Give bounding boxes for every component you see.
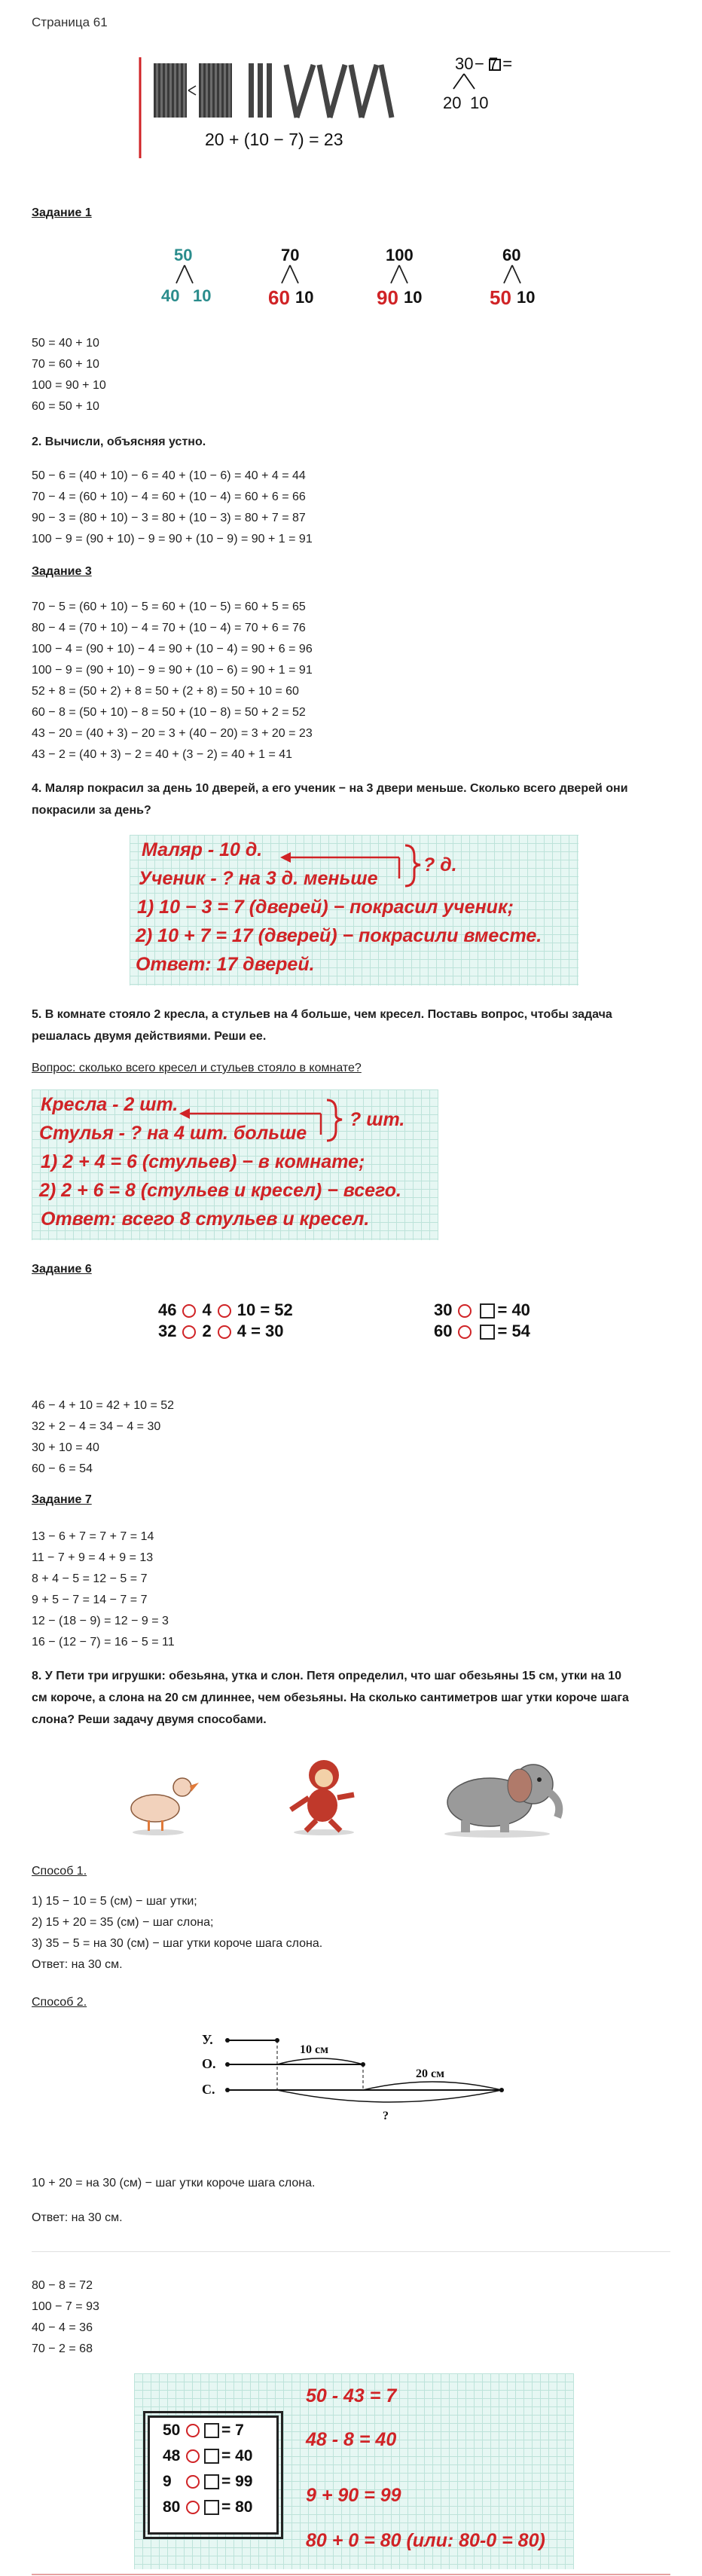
method2-line: 10 + 20 = на 30 (см) − шаг утки короче шага слона.	[32, 2177, 316, 2189]
task5-text: 5. В комнате стояло 2 кресла, а стульев на 4 больше, чем кресел. Поставь вопрос, чтобы задача решалась двумя действиями. Реши ее.	[32, 1008, 612, 1043]
answer-line: 60 = 50 + 10	[32, 400, 99, 413]
decomp-right: 10	[193, 286, 212, 305]
method1-lines	[32, 1891, 322, 1976]
answer-line: 100 = 90 + 10	[32, 379, 106, 392]
square-blank	[204, 2423, 219, 2438]
task9-box-row	[163, 2473, 252, 2491]
decomp-left: 40	[161, 286, 180, 305]
answer-line: 13 − 6 + 7 = 7 + 7 = 14	[32, 1530, 154, 1543]
task7-answers	[32, 1526, 175, 1653]
task9-box-row	[163, 2498, 252, 2516]
hw-line: Кресла - 2 шт.	[41, 1094, 179, 1115]
num: 48	[163, 2447, 181, 2464]
num: = 99	[221, 2473, 253, 2490]
answer-line: 2) 15 + 20 = 35 (см) − шаг слона;	[32, 1916, 214, 1929]
top-eq-2: 20 + (10 − 7) = 23	[205, 130, 343, 149]
hw-line: Ответ: 17 дверей.	[136, 954, 315, 975]
answer-line: 80 − 4 = (70 + 10) − 4 = 70 + (10 − 4) = 70 + 6 = 76	[32, 622, 306, 634]
task3-title: Задание 3	[32, 565, 92, 578]
num: 60	[434, 1322, 453, 1340]
top-eq-op: − 7 =	[475, 54, 513, 73]
num: 2	[202, 1322, 212, 1340]
brace-arrow-mark	[178, 1095, 343, 1144]
task9-box-row	[163, 2447, 252, 2465]
answer-line: 50 − 6 = (40 + 10) − 6 = 40 + (10 − 6) = 40 + 4 = 44	[32, 469, 306, 482]
hw-line: 9 + 90 = 99	[306, 2485, 401, 2506]
task6-answers	[32, 1395, 174, 1480]
segment-diagram	[188, 2027, 520, 2125]
decomp-right: 10	[517, 288, 536, 307]
square-blank	[204, 2474, 219, 2489]
top-split-10: 10	[470, 93, 489, 112]
hw-line: Стулья - ? на 4 шт. больше	[39, 1123, 307, 1144]
circle-sign-blank	[182, 1325, 196, 1339]
num: 9	[163, 2473, 172, 2490]
answer-line: 16 − (12 − 7) = 16 − 5 = 11	[32, 1636, 175, 1649]
answer-line: 43 − 2 = (40 + 3) − 2 = 40 + (3 − 2) = 40 + 1 = 41	[32, 748, 293, 761]
answer-line: 70 − 5 = (60 + 10) − 5 = 60 + (10 − 5) = 60 + 5 = 65	[32, 600, 306, 613]
answer-line: 46 − 4 + 10 = 42 + 10 = 52	[32, 1399, 175, 1412]
answer-line: 60 − 6 = 54	[32, 1462, 93, 1475]
circle-sign-blank	[186, 2501, 200, 2514]
hw-line: 1) 2 + 4 = 6 (стульев) − в комнате;	[41, 1151, 365, 1172]
answer-line: 100 − 7 = 93	[32, 2300, 99, 2313]
answer-line: 52 + 8 = (50 + 2) + 8 = 50 + (2 + 8) = 50 + 10 = 60	[32, 685, 299, 698]
hw-line: 2) 10 + 7 = 17 (дверей) − покрасили вместе.	[136, 925, 542, 946]
answer-line: 90 − 3 = (80 + 10) − 3 = 80 + (10 − 3) = 80 + 7 = 87	[32, 512, 306, 524]
hw-line: 48 - 8 = 40	[306, 2429, 397, 2450]
divider	[32, 2251, 670, 2252]
answer-line: 60 − 8 = (50 + 10) − 8 = 50 + (10 − 8) = 50 + 2 = 52	[32, 706, 306, 719]
num: = 80	[221, 2498, 253, 2516]
decomp-right: 10	[295, 288, 314, 307]
top-split-20: 20	[443, 93, 462, 112]
circle-sign-blank	[458, 1325, 472, 1339]
brace-arrow-mark	[279, 841, 429, 889]
square-blank	[480, 1325, 495, 1340]
num: = 40	[497, 1300, 530, 1319]
method2-title: Способ 2.	[32, 1996, 87, 2009]
page-header: Страница 61	[32, 15, 108, 29]
circle-sign-blank	[186, 2424, 200, 2437]
hw-line: 80 + 0 = 80 (или: 80-0 = 80)	[306, 2530, 545, 2551]
answer-line: 30 + 10 = 40	[32, 1441, 99, 1454]
answer-line: Ответ: на 30 см.	[32, 1958, 123, 1971]
answer-line: 80 − 8 = 72	[32, 2279, 93, 2292]
num: 4	[202, 1300, 212, 1319]
diagram-label-u: У.	[202, 2032, 213, 2047]
answer-line: 70 − 2 = 68	[32, 2342, 93, 2355]
square-blank	[204, 2449, 219, 2464]
bottom-border	[32, 2574, 670, 2575]
diagram-label-10: 10 см	[300, 2043, 328, 2056]
num: = 40	[221, 2447, 253, 2464]
task6-pic-row	[434, 1322, 530, 1341]
task6-pic-row	[158, 1300, 293, 1320]
answer-line: 1) 15 − 10 = 5 (см) − шаг утки;	[32, 1895, 197, 1908]
decomp-left: 60	[268, 286, 290, 309]
diagram-label-o: О.	[202, 2056, 216, 2071]
task4-text: 4. Маляр покрасил за день 10 дверей, а его ученик − на 3 двери меньше. Сколько всего дверей они покрасили за день?	[32, 782, 628, 817]
task5-question: Вопрос: сколько всего кресел и стульев стояло в комнате?	[32, 1062, 362, 1074]
task1-answers	[32, 333, 106, 417]
toys-picture	[121, 1749, 588, 1840]
task8-text: 8. У Пети три игрушки: обезьяна, утка и слон. Петя определил, что шаг обезьяны 15 см, утки на 10 см короче, а слона на 20 см длиннее, чем обезьяны. На сколько сантиметров шаг утки короче шага слона? Реши задачу двумя способами.	[32, 1670, 629, 1726]
task1-title: Задание 1	[32, 206, 92, 219]
task6-title: Задание 6	[32, 1263, 92, 1276]
answer-line: 100 − 9 = (90 + 10) − 9 = 90 + (10 − 9) = 90 + 1 = 91	[32, 533, 313, 545]
hw-line: Ответ: всего 8 стульев и кресел.	[41, 1209, 370, 1230]
square-blank	[480, 1303, 495, 1319]
answer-line: 12 − (18 − 9) = 12 − 9 = 3	[32, 1615, 169, 1627]
answer-line: 9 + 5 − 7 = 14 − 7 = 7	[32, 1594, 148, 1606]
decomp-left: 90	[377, 286, 398, 309]
answer-line: 100 − 4 = (90 + 10) − 4 = 90 + (10 − 4) = 90 + 6 = 96	[32, 643, 313, 655]
diagram-label-s: С.	[202, 2082, 215, 2097]
task7-title: Задание 7	[32, 1493, 92, 1506]
answer-line: 43 − 20 = (40 + 3) − 20 = 3 + (40 − 20) = 3 + 20 = 23	[32, 727, 313, 740]
num: 30	[434, 1300, 453, 1319]
decomp-left: 50	[490, 286, 511, 309]
circle-sign-blank	[218, 1325, 231, 1339]
brace-label: ? шт.	[349, 1109, 405, 1130]
task2-answers	[32, 466, 313, 550]
task9-box-row	[163, 2422, 244, 2440]
task6-pic-row	[158, 1322, 284, 1341]
circle-sign-blank	[186, 2449, 200, 2463]
task3-answers	[32, 597, 313, 765]
answer-line: 3) 35 − 5 = на 30 (см) − шаг утки короче шага слона.	[32, 1937, 323, 1950]
decomp-top: 50	[174, 246, 193, 264]
decomp-top: 100	[386, 246, 414, 264]
task6-pic-row	[434, 1300, 530, 1320]
diagram-label-20: 20 см	[416, 2067, 444, 2080]
answer-line: 8 + 4 − 5 = 12 − 5 = 7	[32, 1572, 148, 1585]
answer-line: 100 − 9 = (90 + 10) − 9 = 90 + (10 − 6) = 90 + 1 = 91	[32, 664, 313, 677]
decomp-right: 10	[404, 288, 423, 307]
hw-line: Маляр - 10 д.	[142, 839, 263, 860]
hw-line: Ученик - ? на 3 д. меньше	[139, 868, 378, 889]
square-blank	[204, 2500, 219, 2515]
answer-line: 70 − 4 = (60 + 10) − 4 = 60 + (10 − 4) = 60 + 6 = 66	[32, 490, 306, 503]
num: 50	[163, 2422, 181, 2439]
task2-title: 2. Вычисли, объясняя устно.	[32, 435, 206, 448]
num: 46	[158, 1300, 177, 1319]
answer-line: 50 = 40 + 10	[32, 337, 99, 350]
hw-line: 2) 2 + 6 = 8 (стульев и кресел) − всего.	[39, 1180, 401, 1201]
task9-lines	[32, 2275, 99, 2360]
circle-sign-blank	[182, 1304, 196, 1318]
decomp-top: 70	[281, 246, 300, 264]
method2-answer: Ответ: на 30 см.	[32, 2211, 123, 2224]
hw-line: 50 - 43 = 7	[306, 2385, 397, 2406]
hw-line: 1) 10 − 3 = 7 (дверей) − покрасил ученик;	[137, 897, 514, 918]
method1-title: Способ 1.	[32, 1865, 87, 1878]
num: 4 = 30	[237, 1322, 284, 1340]
brace-label: ? д.	[423, 854, 457, 875]
answer-line: 11 − 7 + 9 = 4 + 9 = 13	[32, 1551, 154, 1564]
diagram-label-q: ?	[383, 2110, 389, 2122]
circle-sign-blank	[186, 2475, 200, 2489]
circle-sign-blank	[218, 1304, 231, 1318]
num: = 54	[497, 1322, 530, 1340]
answer-line: 70 = 60 + 10	[32, 358, 99, 371]
num: 80	[163, 2498, 181, 2516]
num: 32	[158, 1322, 177, 1340]
decomp-top: 60	[502, 246, 521, 264]
circle-sign-blank	[458, 1304, 472, 1318]
answer-line: 40 − 4 = 36	[32, 2321, 93, 2334]
num: = 7	[221, 2422, 244, 2439]
answer-line: 32 + 2 − 4 = 34 − 4 = 30	[32, 1420, 161, 1433]
top-eq-30: 30	[455, 54, 474, 73]
num: 10 = 52	[237, 1300, 293, 1319]
